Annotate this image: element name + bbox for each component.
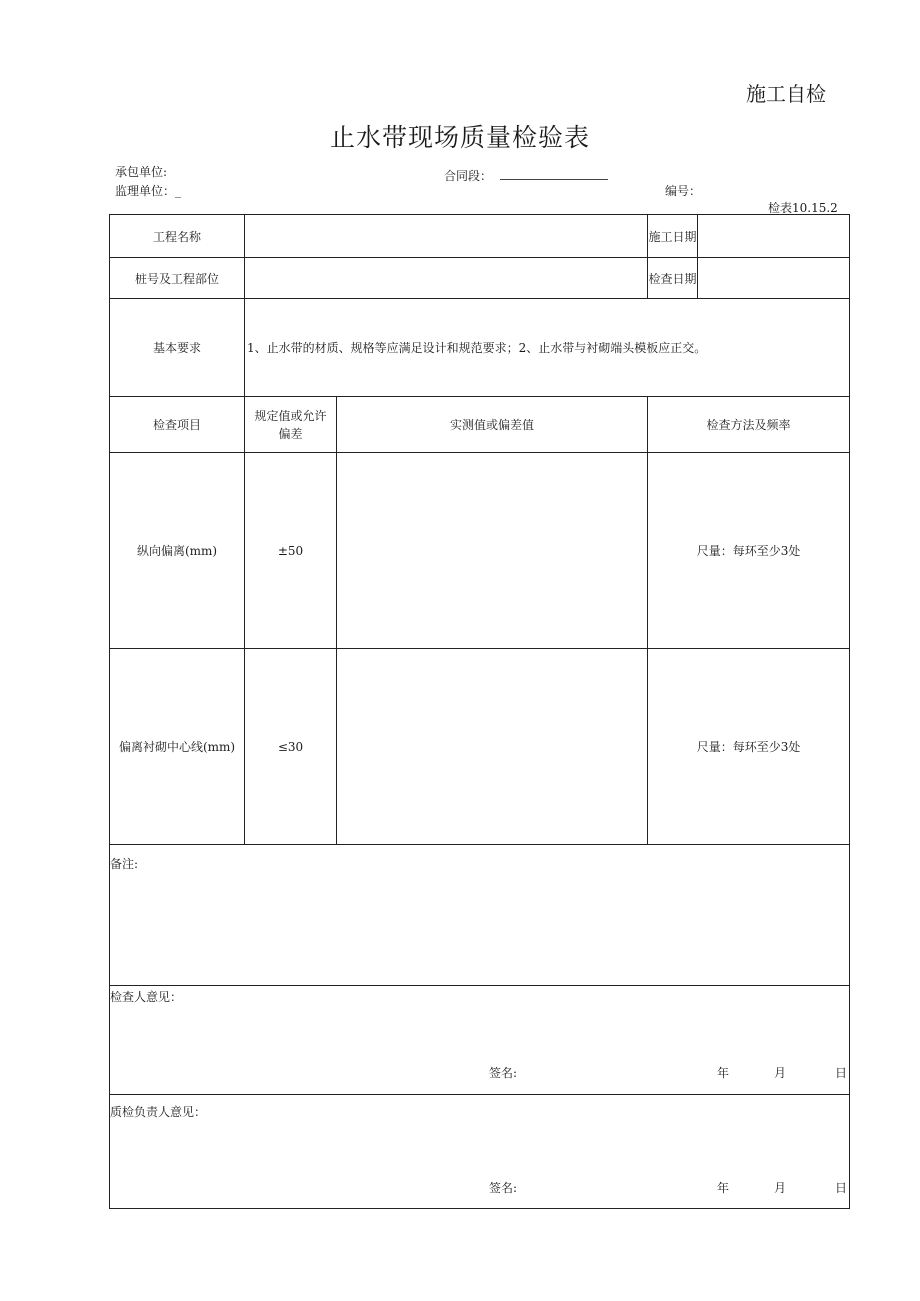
col-header-measured: 实测值或偏差值 bbox=[337, 397, 648, 453]
qc-opinion-label: 质检负责人意见： bbox=[110, 1105, 207, 1119]
column-header-row bbox=[110, 397, 850, 453]
contract-section-field[interactable] bbox=[444, 167, 608, 184]
construction-date-label: 施工日期 bbox=[648, 215, 698, 258]
qc-opinion-row bbox=[110, 1095, 850, 1209]
inspection-date-input[interactable] bbox=[698, 258, 850, 299]
supervisor-label: 监理单位：_ bbox=[115, 184, 182, 198]
inspector-month-label: 月 bbox=[774, 1066, 787, 1080]
project-name-label: 工程名称 bbox=[110, 215, 245, 258]
qc-day-label: 日 bbox=[835, 1181, 848, 1195]
col-header-item: 检查项目 bbox=[110, 397, 245, 453]
page-title: 止水带现场质量检验表 bbox=[329, 123, 590, 152]
station-input[interactable] bbox=[245, 258, 648, 299]
inspector-day-label: 日 bbox=[835, 1066, 848, 1080]
inspection-date-label: 检查日期 bbox=[648, 258, 698, 299]
contractor-label: 承包单位: bbox=[115, 165, 168, 179]
inspector-opinion-area[interactable] bbox=[110, 986, 850, 1095]
contract-section-input[interactable] bbox=[500, 167, 608, 180]
table-row bbox=[110, 453, 850, 649]
row-item: 偏离衬砌中心线(mm) bbox=[110, 649, 245, 845]
col-header-spec-text: 规定值或允许偏差 bbox=[254, 408, 327, 441]
basic-requirements-label: 基本要求 bbox=[110, 299, 245, 397]
qc-year-label: 年 bbox=[717, 1181, 730, 1195]
inspector-opinion-label: 检查人意见： bbox=[110, 990, 183, 1004]
project-name-row bbox=[110, 215, 850, 258]
contract-section-label: 合同段： bbox=[444, 169, 493, 183]
row-item: 纵向偏离(mm) bbox=[110, 453, 245, 649]
qc-opinion-area[interactable] bbox=[110, 1095, 850, 1209]
inspector-year-label: 年 bbox=[717, 1066, 730, 1080]
row-method: 尺量：每环至少3处 bbox=[648, 453, 850, 649]
row-spec: ≤30 bbox=[245, 649, 337, 845]
qc-signature-label: 签名: bbox=[489, 1181, 518, 1195]
inspector-opinion-row bbox=[110, 986, 850, 1095]
row-measured-input[interactable] bbox=[337, 649, 648, 845]
row-method: 尺量：每环至少3处 bbox=[648, 649, 850, 845]
basic-requirements-text: 1、止水带的材质、规格等应满足设计和规范要求；2、止水带与衬砌端头模板应正交。 bbox=[245, 299, 850, 397]
project-name-input[interactable] bbox=[245, 215, 648, 258]
inspection-table bbox=[109, 214, 850, 1209]
qc-month-label: 月 bbox=[774, 1181, 787, 1195]
construction-date-input[interactable] bbox=[698, 215, 850, 258]
table-row bbox=[110, 649, 850, 845]
station-row bbox=[110, 258, 850, 299]
col-header-spec bbox=[245, 397, 337, 453]
row-spec: ±50 bbox=[245, 453, 337, 649]
station-label: 桩号及工程部位 bbox=[110, 258, 245, 299]
self-check-label: 施工自检 bbox=[746, 82, 826, 106]
col-header-method: 检查方法及频率 bbox=[648, 397, 850, 453]
remarks-row bbox=[110, 845, 850, 986]
number-label: 编号： bbox=[665, 184, 702, 198]
form-code: 检表10.15.2 bbox=[768, 201, 838, 215]
row-measured-input[interactable] bbox=[337, 453, 648, 649]
basic-requirements-row bbox=[110, 299, 850, 397]
remarks-label: 备注: bbox=[110, 857, 139, 871]
remarks-area[interactable] bbox=[110, 845, 850, 986]
inspector-signature-label: 签名: bbox=[489, 1066, 518, 1080]
